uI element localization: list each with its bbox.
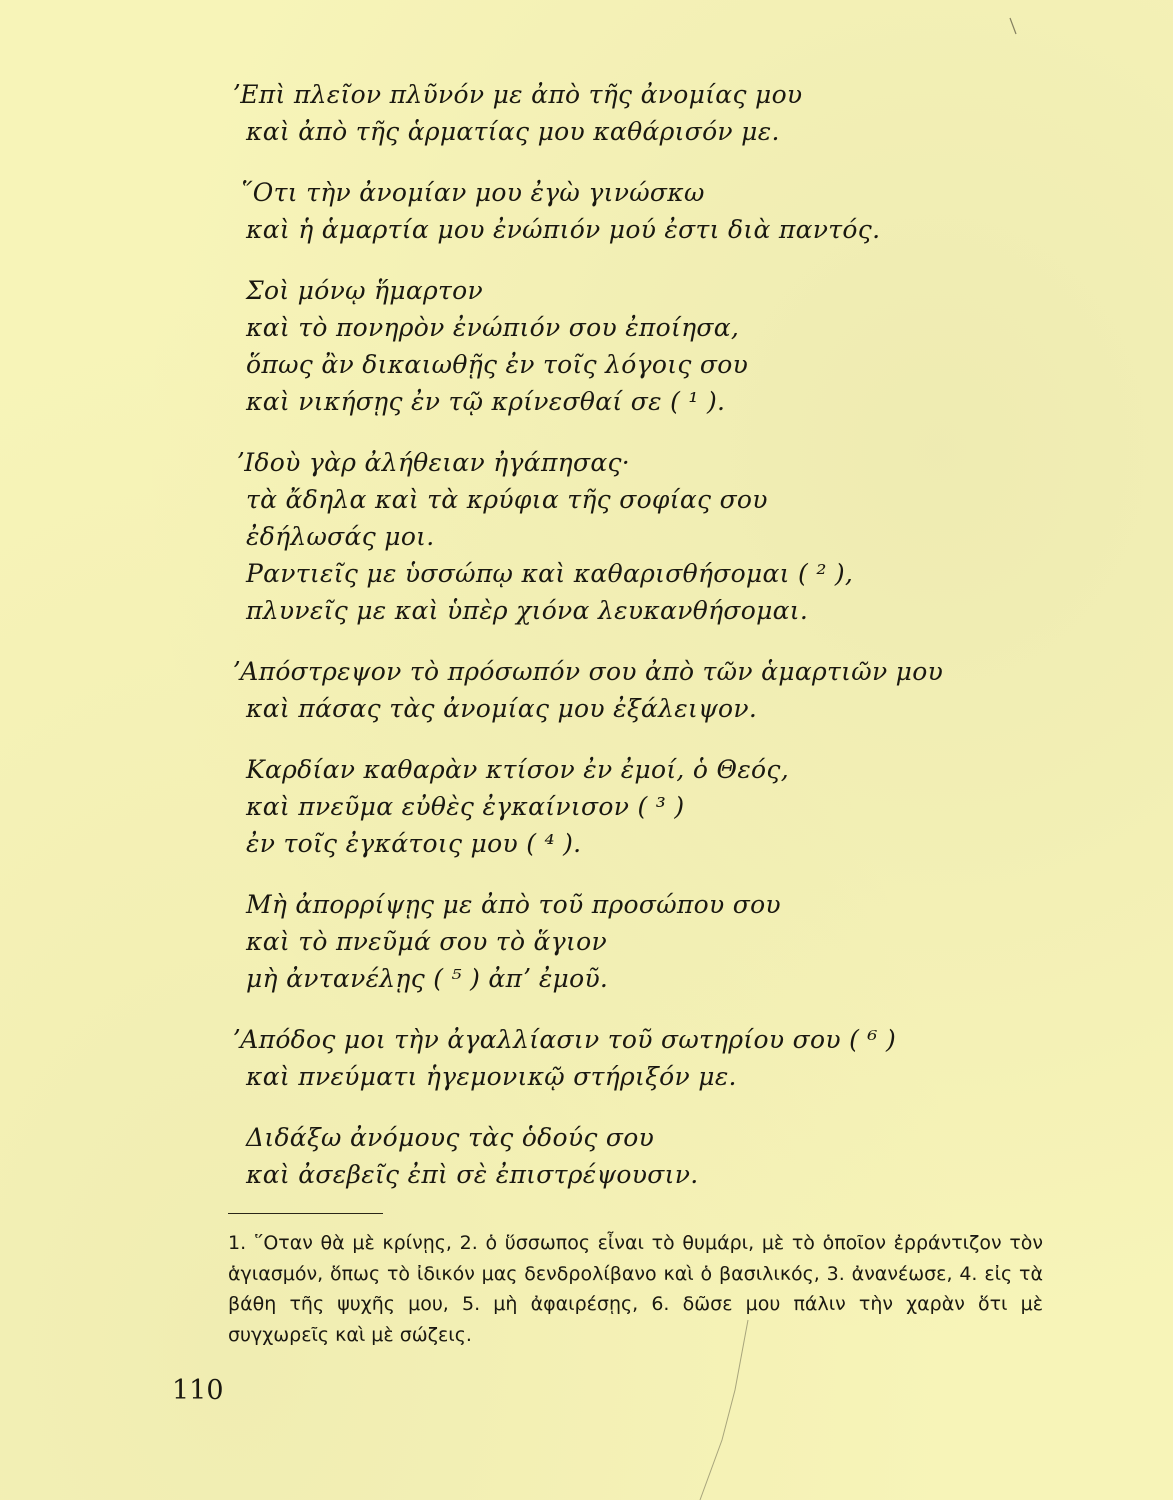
footnote-divider [228,1213,383,1214]
verse-line: ἐδήλωσάς μοι. [246,522,435,551]
verse-line: ῞Οτι τὴν ἀνομίαν μου ἐγὼ γινώσκω [240,178,705,207]
page-number: 110 [172,1375,224,1406]
verse-line: πλυνεῖς με καὶ ὑπὲρ χιόνα λευκανθήσομαι. [246,596,809,625]
verse-line: ὅπως ἂν δικαιωθῇς ἐν τοῖς λόγοις σου [246,350,749,379]
verse-line: καὶ τὸ πνεῦμά σου τὸ ἅγιον [246,927,607,956]
verse-line: Μὴ ἀπορρίψῃς με ἀπὸ τοῦ προσώπου σου [246,890,781,919]
verse-line: καὶ πνεύματι ἡγεμονικῷ στήριξόν με. [246,1062,737,1091]
verse-line: Καρδίαν καθαρὰν κτίσον ἐν ἐμοί, ὁ Θεός, [246,755,789,784]
verse-line: Ραντιεῖς με ὑσσώπῳ καὶ καθαρισθήσομαι ( ² ), [246,559,854,588]
verse-line: ʼΑπόστρεψον τὸ πρόσωπόν σου ἀπὸ τῶν ἁμαρτιῶν μου [232,657,944,686]
verse-line: καὶ πάσας τὰς ἀνομίας μου ἐξάλειψον. [246,694,758,723]
verse-line: Διδάξω ἀνόμους τὰς ὁδούς σου [246,1123,655,1152]
verse-line: ʼΙδοὺ γὰρ ἀλήθειαν ἠγάπησας· [236,448,631,477]
footnotes: 1. ῞Οταν θὰ μὲ κρίνῃς, 2. ὁ ὕσσωπος εἶναι τὸ θυμάρι, μὲ τὸ ὁποῖον ἐρράντιζον τὸν ἁγιασμόν, ὅπως τὸ ἰδικόν μας δενδρολίβανο καὶ ὁ βασιλικός, 3. ἀνανέωσε, 4. εἰς τὰ βάθη τῆς ψυχῆς μου, 5. μὴ ἀφαιρέσῃς, 6. δῶσε μου πάλιν τὴν χαρὰν ὅτι μὲ συγχωρεῖς καὶ μὲ σώζεις. [228,1232,1043,1346]
verse-line: ʼΕπὶ πλεῖον πλῦνόν με ἀπὸ τῆς ἀνομίας μου [232,80,803,109]
verse-line: καὶ ἀπὸ τῆς ἁρματίας μου καθάρισόν με. [246,117,780,146]
verse-line: καὶ τὸ πονηρὸν ἐνώπιόν σου ἐποίησα, [246,313,740,342]
verse-line: καὶ ἀσεβεῖς ἐπὶ σὲ ἐπιστρέψουσιν. [246,1160,699,1189]
verse-line: τὰ ἄδηλα καὶ τὰ κρύφια τῆς σοφίας σου [246,485,768,514]
verse-line: Σοὶ μόνῳ ἥμαρτον [246,276,483,305]
verse-line: ʼΑπόδος μοι τὴν ἀγαλλίασιν τοῦ σωτηρίου σου ( ⁶ ) [232,1025,896,1054]
verse-line: καὶ νικήσῃς ἐν τῷ κρίνεσθαί σε ( ¹ ). [246,387,726,416]
verse-line: καὶ πνεῦμα εὐθὲς ἐγκαίνισον ( ³ ) [246,792,685,821]
verse-line: ἐν τοῖς ἐγκάτοις μου ( ⁴ ). [246,829,582,858]
verse-line: καὶ ἡ ἁμαρτία μου ἐνώπιόν μού ἐστι διὰ παντός. [246,215,881,244]
verse-line: μὴ ἀντανέλῃς ( ⁵ ) ἀπʼ ἐμοῦ. [246,964,609,993]
